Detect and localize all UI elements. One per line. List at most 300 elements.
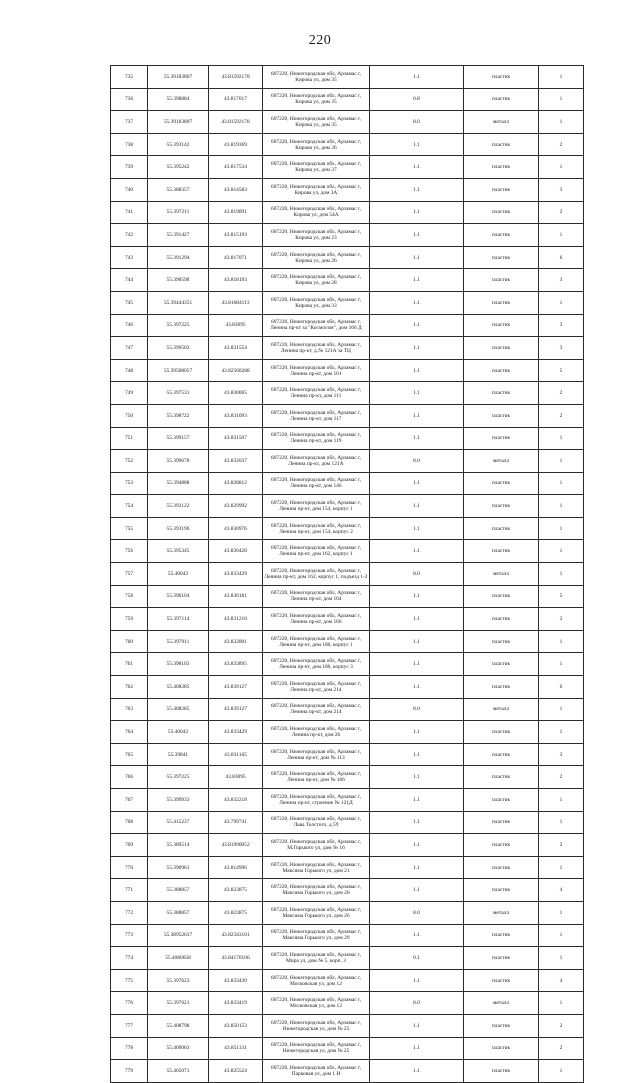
- longitude-cell: 43.81684113: [209, 291, 263, 314]
- address-line-1: 607220, Нижегородская обл, Арзамас г,: [271, 748, 361, 755]
- row-number: 764: [111, 721, 148, 744]
- latitude-cell: 55.397531: [148, 382, 209, 405]
- area-cell: 8.0: [370, 901, 464, 924]
- row-number: 747: [111, 337, 148, 360]
- address-cell: [263, 314, 370, 337]
- address-line-2: Кирова ул, дом 33: [295, 302, 337, 309]
- address-line-2: Ленина пр-кт, дом 119: [290, 438, 342, 445]
- material-cell: пластик: [464, 630, 539, 653]
- address-cell: [263, 811, 370, 834]
- address-line-1: 607220, Нижегородская обл, Арзамас г,: [271, 929, 361, 936]
- table-row: [111, 201, 584, 224]
- longitude-cell: 43.819369: [209, 133, 263, 156]
- longitude-cell: 43.832801: [209, 630, 263, 653]
- address-line-2: Ленина пр-кт, дом 121А: [288, 460, 344, 467]
- area-cell: 1.1: [370, 269, 464, 292]
- address-line-1: 607220, Нижегородская обл, Арзамас г,: [271, 206, 361, 213]
- container-count-cell: 2: [539, 133, 584, 156]
- material-cell: металл: [464, 450, 539, 473]
- row-number: 743: [111, 246, 148, 269]
- material-cell: пластик: [464, 653, 539, 676]
- area-cell: 1.1: [370, 66, 464, 89]
- table-row: [111, 563, 584, 586]
- area-cell: 1.1: [370, 834, 464, 857]
- address-line-2: Ленина пр-кт, дом 186, корпус 3: [279, 664, 353, 671]
- material-cell: пластик: [464, 608, 539, 631]
- table-row: [111, 630, 584, 653]
- container-count-cell: 6: [539, 246, 584, 269]
- address-line-2: Кирова ул, дом 28: [295, 280, 337, 287]
- material-cell: пластик: [464, 133, 539, 156]
- table-row: [111, 947, 584, 970]
- area-cell: 1.1: [370, 766, 464, 789]
- row-number: 738: [111, 133, 148, 156]
- latitude-cell: 55.399157: [148, 427, 209, 450]
- address-line-2: Льва Толстого, д.59: [293, 822, 339, 829]
- address-line-2: Максима Горького ул, дом 26: [282, 912, 350, 919]
- container-count-cell: 1: [539, 811, 584, 834]
- address-line-1: 607220, Нижегородская обл, Арзамас г,: [271, 477, 361, 484]
- longitude-cell: 43.833429: [209, 721, 263, 744]
- row-number: 776: [111, 992, 148, 1015]
- address-line-2: Ленина пр-кт, дом 111: [290, 393, 342, 400]
- address-line-2: Ленина пр-кт, дом 214: [290, 686, 342, 693]
- longitude-cell: 43.817534: [209, 156, 263, 179]
- container-count-cell: 1: [539, 630, 584, 653]
- material-cell: пластик: [464, 766, 539, 789]
- address-cell: [263, 427, 370, 450]
- container-count-cell: 4: [539, 969, 584, 992]
- address-cell: [263, 224, 370, 247]
- table-row: [111, 766, 584, 789]
- row-number: 773: [111, 924, 148, 947]
- address-line-1: 607220, Нижегородская обл, Арзамас г,: [271, 635, 361, 642]
- longitude-cell: 43.831216: [209, 608, 263, 631]
- address-cell: [263, 766, 370, 789]
- row-number: 753: [111, 472, 148, 495]
- longitude-cell: 43.831093: [209, 404, 263, 427]
- container-count-cell: 1: [539, 540, 584, 563]
- material-cell: пластик: [464, 88, 539, 111]
- material-cell: пластик: [464, 811, 539, 834]
- latitude-cell: 55.388857: [148, 879, 209, 902]
- container-count-cell: 1: [539, 698, 584, 721]
- page-number: 220: [308, 33, 332, 48]
- longitude-cell: 43.84170106: [209, 947, 263, 970]
- table-row: [111, 224, 584, 247]
- address-line-2: Парковая ул, дом 1 Н: [291, 1070, 341, 1077]
- area-cell: 1.1: [370, 495, 464, 518]
- material-cell: металл: [464, 992, 539, 1015]
- latitude-cell: 55.39508057: [148, 359, 209, 382]
- container-count-cell: 2: [539, 766, 584, 789]
- address-line-1: 607220, Нижегородская обл, Арзамас г,: [271, 951, 361, 958]
- table-row: [111, 517, 584, 540]
- material-cell: пластик: [464, 879, 539, 902]
- latitude-cell: 55.409063: [148, 1037, 209, 1060]
- address-line-1: 607220, Нижегородская обл, Арзамас г,: [271, 70, 361, 77]
- row-number: 759: [111, 608, 148, 631]
- address-line-1: 607220, Нижегородская обл, Арзамас г,: [271, 1064, 361, 1071]
- container-count-cell: 1: [539, 88, 584, 111]
- row-number: 772: [111, 901, 148, 924]
- material-cell: пластик: [464, 743, 539, 766]
- row-number: 740: [111, 178, 148, 201]
- address-cell: [263, 653, 370, 676]
- longitude-cell: 43.829992: [209, 495, 263, 518]
- address-cell: [263, 789, 370, 812]
- row-number: 757: [111, 563, 148, 586]
- row-number: 778: [111, 1037, 148, 1060]
- longitude-cell: 43.830181: [209, 585, 263, 608]
- address-line-1: 607220, Нижегородская обл, Арзамас г,: [271, 138, 361, 145]
- address-line-2: Ленина пр-кт, дом 154, корпус 1: [279, 506, 353, 513]
- longitude-cell: 43.832037: [209, 450, 263, 473]
- row-number: 742: [111, 224, 148, 247]
- address-line-1: 607220, Нижегородская обл, Арзамас г,: [271, 680, 361, 687]
- latitude-cell: 55.397211: [148, 201, 209, 224]
- row-number: 750: [111, 404, 148, 427]
- address-cell: [263, 382, 370, 405]
- area-cell: 1.1: [370, 517, 464, 540]
- area-cell: 1.1: [370, 540, 464, 563]
- address-line-2: Кирова ул, дом 35: [295, 99, 337, 106]
- table-row: [111, 337, 584, 360]
- table-row: [111, 472, 584, 495]
- longitude-cell: 43.839127: [209, 698, 263, 721]
- latitude-cell: 55.388357: [148, 178, 209, 201]
- address-cell: [263, 608, 370, 631]
- longitude-cell: 43.828812: [209, 472, 263, 495]
- longitude-cell: 43.832218: [209, 789, 263, 812]
- address-cell: [263, 156, 370, 179]
- row-number: 741: [111, 201, 148, 224]
- table-row: [111, 495, 584, 518]
- container-count-cell: 1: [539, 721, 584, 744]
- address-line-1: 607220, Нижегородская обл, Арзамас г,: [271, 274, 361, 281]
- container-count-cell: 3: [539, 269, 584, 292]
- latitude-cell: 55.399933: [148, 789, 209, 812]
- longitude-cell: 43.839127: [209, 676, 263, 699]
- container-count-cell: 3: [539, 178, 584, 201]
- address-line-2: Ленина пр-кт, дом 162, корпус 1, подъезд 1-2: [264, 573, 368, 580]
- row-number: 775: [111, 969, 148, 992]
- address-line-1: 607220, Нижегородская обл, Арзамас г,: [271, 974, 361, 981]
- container-count-cell: 1: [539, 653, 584, 676]
- row-number: 756: [111, 540, 148, 563]
- longitude-cell: 43.83095: [209, 314, 263, 337]
- material-cell: пластик: [464, 201, 539, 224]
- address-line-2: Максима Горького ул, дом 29: [282, 935, 350, 942]
- material-cell: пластик: [464, 1014, 539, 1037]
- address-cell: [263, 404, 370, 427]
- address-cell: [263, 969, 370, 992]
- latitude-cell: 55.40043: [148, 563, 209, 586]
- container-count-cell: 1: [539, 992, 584, 1015]
- latitude-cell: 55.391294: [148, 246, 209, 269]
- table-row: [111, 721, 584, 744]
- material-cell: пластик: [464, 427, 539, 450]
- latitude-cell: 55.397114: [148, 608, 209, 631]
- table-row: [111, 743, 584, 766]
- material-cell: металл: [464, 563, 539, 586]
- latitude-cell: 55.405071: [148, 1060, 209, 1083]
- container-count-cell: 1: [539, 856, 584, 879]
- table-row: [111, 969, 584, 992]
- container-count-cell: 2: [539, 1037, 584, 1060]
- address-line-2: Кирова ул, дом 54А: [293, 212, 339, 219]
- address-line-1: 607220, Нижегородская обл, Арзамас г,: [271, 115, 361, 122]
- table-row: [111, 111, 584, 134]
- address-line-1: 607220, Нижегородская обл, Арзамас г,: [271, 771, 361, 778]
- address-line-1: 607220, Нижегородская обл, Арзамас г,: [271, 793, 361, 800]
- address-line-2: Ленина пр-кт, дом 101: [290, 370, 342, 377]
- row-number: 769: [111, 834, 148, 857]
- area-cell: 1.1: [370, 676, 464, 699]
- table-row: [111, 789, 584, 812]
- container-count-cell: 1: [539, 156, 584, 179]
- address-line-2: Ленина пр-кт, дом 166: [290, 619, 342, 626]
- address-cell: [263, 1037, 370, 1060]
- row-number: 754: [111, 495, 148, 518]
- table-row: [111, 992, 584, 1015]
- address-cell: [263, 517, 370, 540]
- address-cell: [263, 743, 370, 766]
- table-row: [111, 676, 584, 699]
- area-cell: 1.1: [370, 789, 464, 812]
- address-line-2: Максима Горького ул, дом 21: [282, 867, 350, 874]
- area-cell: 1.1: [370, 924, 464, 947]
- material-cell: пластик: [464, 337, 539, 360]
- latitude-cell: 55.393122: [148, 495, 209, 518]
- address-cell: [263, 337, 370, 360]
- container-count-cell: 1: [539, 224, 584, 247]
- longitude-cell: 43.830976: [209, 517, 263, 540]
- area-cell: 1.1: [370, 201, 464, 224]
- address-cell: [263, 1060, 370, 1083]
- table-row: [111, 856, 584, 879]
- table-row: [111, 404, 584, 427]
- material-cell: пластик: [464, 66, 539, 89]
- material-cell: пластик: [464, 472, 539, 495]
- address-line-1: 607220, Нижегородская обл, Арзамас г,: [271, 884, 361, 891]
- address-line-1: 607220, Нижегородская обл, Арзамас г,: [271, 387, 361, 394]
- table-row: [111, 382, 584, 405]
- longitude-cell: 43.81592178: [209, 66, 263, 89]
- container-count-cell: 1: [539, 563, 584, 586]
- latitude-cell: 55.408285: [148, 676, 209, 699]
- address-line-1: 607220, Нижегородская обл, Арзамас г,: [271, 319, 361, 326]
- address-line-1: 607220, Нижегородская обл, Арзамас г,: [271, 409, 361, 416]
- container-count-cell: 1: [539, 427, 584, 450]
- address-line-1: 607220, Нижегородская обл, Арзамас г,: [271, 545, 361, 552]
- latitude-cell: 55.394888: [148, 472, 209, 495]
- address-line-2: Ленина пр-кт, дом 164: [290, 596, 342, 603]
- longitude-cell: 43.823875: [209, 901, 263, 924]
- table-row: [111, 834, 584, 857]
- address-line-1: 607220, Нижегородская обл, Арзамас г,: [271, 838, 361, 845]
- material-cell: пластик: [464, 178, 539, 201]
- longitude-cell: 43.82560288: [209, 359, 263, 382]
- area-cell: 1.1: [370, 585, 464, 608]
- longitude-cell: 43.814583: [209, 178, 263, 201]
- address-line-1: 607220, Нижегородская обл, Арзамас г,: [271, 816, 361, 823]
- longitude-cell: 43.818193: [209, 269, 263, 292]
- row-number: 774: [111, 947, 148, 970]
- row-number: 777: [111, 1014, 148, 1037]
- container-count-cell: 2: [539, 608, 584, 631]
- latitude-cell: 55.398722: [148, 404, 209, 427]
- address-line-1: 607220, Нижегородская обл, Арзамас г,: [271, 613, 361, 620]
- container-count-cell: 2: [539, 1014, 584, 1037]
- area-cell: 1.1: [370, 404, 464, 427]
- address-cell: [263, 133, 370, 156]
- address-line-2: Кирова ул, дом 23: [295, 234, 337, 241]
- area-cell: 1.1: [370, 156, 464, 179]
- address-line-1: 607220, Нижегородская обл, Арзамас г,: [271, 93, 361, 100]
- address-line-1: 607220, Нижегородская обл, Арзамас г,: [271, 726, 361, 733]
- longitude-cell: 43.850153: [209, 1014, 263, 1037]
- latitude-cell: 55.397911: [148, 630, 209, 653]
- address-line-2: Ленина пр-кт, строение № 121Д: [279, 799, 353, 806]
- latitude-cell: 55.393196: [148, 517, 209, 540]
- longitude-cell: 43.814996: [209, 856, 263, 879]
- table-row: [111, 133, 584, 156]
- address-line-1: 607220, Нижегородская обл, Арзамас г,: [271, 522, 361, 529]
- row-number: 758: [111, 585, 148, 608]
- area-cell: 1.1: [370, 811, 464, 834]
- latitude-cell: 55.399678: [148, 450, 209, 473]
- latitude-cell: 55.397621: [148, 992, 209, 1015]
- address-line-2: Кирова ул, дом 3А: [294, 189, 338, 196]
- latitude-cell: 55.390961: [148, 856, 209, 879]
- address-line-1: 607220, Нижегородская обл, Арзамас г,: [271, 454, 361, 461]
- address-line-2: Ленина пр-кт, дом № 113: [287, 754, 345, 761]
- material-cell: пластик: [464, 1037, 539, 1060]
- longitude-cell: 43.81592178: [209, 111, 263, 134]
- area-cell: 1.1: [370, 1060, 464, 1083]
- latitude-cell: 55.39183807: [148, 66, 209, 89]
- material-cell: пластик: [464, 676, 539, 699]
- address-line-2: Кирова ул, дом 35: [295, 121, 337, 128]
- address-cell: [263, 472, 370, 495]
- table-row: [111, 653, 584, 676]
- container-sites-table: [110, 65, 584, 1083]
- longitude-cell: 43.833419: [209, 992, 263, 1015]
- address-cell: [263, 111, 370, 134]
- area-cell: 1.1: [370, 337, 464, 360]
- material-cell: пластик: [464, 924, 539, 947]
- material-cell: пластик: [464, 269, 539, 292]
- longitude-cell: 43.831507: [209, 427, 263, 450]
- address-cell: [263, 450, 370, 473]
- address-line-2: Ленина пр-кт, дом 162, корпус 1: [279, 551, 353, 558]
- address-cell: [263, 495, 370, 518]
- container-count-cell: 1: [539, 291, 584, 314]
- area-cell: 8.0: [370, 698, 464, 721]
- material-cell: пластик: [464, 246, 539, 269]
- address-cell: [263, 924, 370, 947]
- container-count-cell: 1: [539, 1060, 584, 1083]
- row-number: 749: [111, 382, 148, 405]
- address-line-1: 607220, Нижегородская обл, Арзамас г,: [271, 1042, 361, 1049]
- area-cell: 1.1: [370, 224, 464, 247]
- row-number: 779: [111, 1060, 148, 1083]
- address-line-1: 607220, Нижегородская обл, Арзамас г,: [271, 500, 361, 507]
- address-line-1: 607220, Нижегородская обл, Арзамас г,: [271, 997, 361, 1004]
- address-cell: [263, 721, 370, 744]
- latitude-cell: 55.391427: [148, 224, 209, 247]
- latitude-cell: 55.397225: [148, 314, 209, 337]
- address-line-1: 607220, Нижегородская обл, Арзамас г,: [271, 1019, 361, 1026]
- longitude-cell: 43.831554: [209, 337, 263, 360]
- row-number: 748: [111, 359, 148, 382]
- address-cell: [263, 540, 370, 563]
- longitude-cell: 43.83095: [209, 766, 263, 789]
- material-cell: пластик: [464, 856, 539, 879]
- address-cell: [263, 992, 370, 1015]
- address-line-2: Ленина пр-кт, дом 26: [291, 732, 341, 739]
- address-line-2: Максима Горького ул, дом 26: [282, 890, 350, 897]
- table-row: [111, 450, 584, 473]
- material-cell: пластик: [464, 834, 539, 857]
- address-line-2: Мира ул, дом № 5, корп. 3: [286, 957, 346, 964]
- table-row: [111, 540, 584, 563]
- longitude-cell: 43.799741: [209, 811, 263, 834]
- address-cell: [263, 856, 370, 879]
- container-count-cell: 1: [539, 495, 584, 518]
- longitude-cell: 43.817017: [209, 88, 263, 111]
- row-number: 766: [111, 766, 148, 789]
- container-count-cell: 2: [539, 201, 584, 224]
- latitude-cell: 55.39183807: [148, 111, 209, 134]
- address-line-1: 607220, Нижегородская обл, Арзамас г,: [271, 341, 361, 348]
- area-cell: 1.1: [370, 382, 464, 405]
- address-line-1: 607220, Нижегородская обл, Арзамас г,: [271, 161, 361, 168]
- material-cell: пластик: [464, 969, 539, 992]
- address-line-1: 607220, Нижегородская обл, Арзамас г,: [271, 183, 361, 190]
- address-cell: [263, 947, 370, 970]
- longitude-cell: 43.817071: [209, 246, 263, 269]
- area-cell: 1.1: [370, 608, 464, 631]
- latitude-cell: 55.39841: [148, 743, 209, 766]
- material-cell: пластик: [464, 789, 539, 812]
- row-number: 739: [111, 156, 148, 179]
- latitude-cell: 55.396104: [148, 585, 209, 608]
- longitude-cell: 43.833430: [209, 969, 263, 992]
- table-row: [111, 314, 584, 337]
- longitude-cell: 43.833895: [209, 653, 263, 676]
- row-number: 736: [111, 88, 148, 111]
- area-cell: 1.1: [370, 653, 464, 676]
- address-line-1: 607220, Нижегородская обл, Арзамас г,: [271, 251, 361, 258]
- longitude-cell: 43.830065: [209, 382, 263, 405]
- longitude-cell: 43.851131: [209, 1037, 263, 1060]
- row-number: 767: [111, 789, 148, 812]
- container-count-cell: 1: [539, 66, 584, 89]
- row-number: 751: [111, 427, 148, 450]
- row-number: 737: [111, 111, 148, 134]
- address-cell: [263, 178, 370, 201]
- address-line-1: 607220, Нижегородская обл, Арзамас г,: [271, 906, 361, 913]
- longitude-cell: 43.82343101: [209, 924, 263, 947]
- area-cell: 0.8: [370, 88, 464, 111]
- address-cell: [263, 269, 370, 292]
- material-cell: пластик: [464, 382, 539, 405]
- area-cell: 1.1: [370, 291, 464, 314]
- address-line-2: Нижегородская ул, дом № 25: [282, 1048, 350, 1055]
- area-cell: 1.1: [370, 427, 464, 450]
